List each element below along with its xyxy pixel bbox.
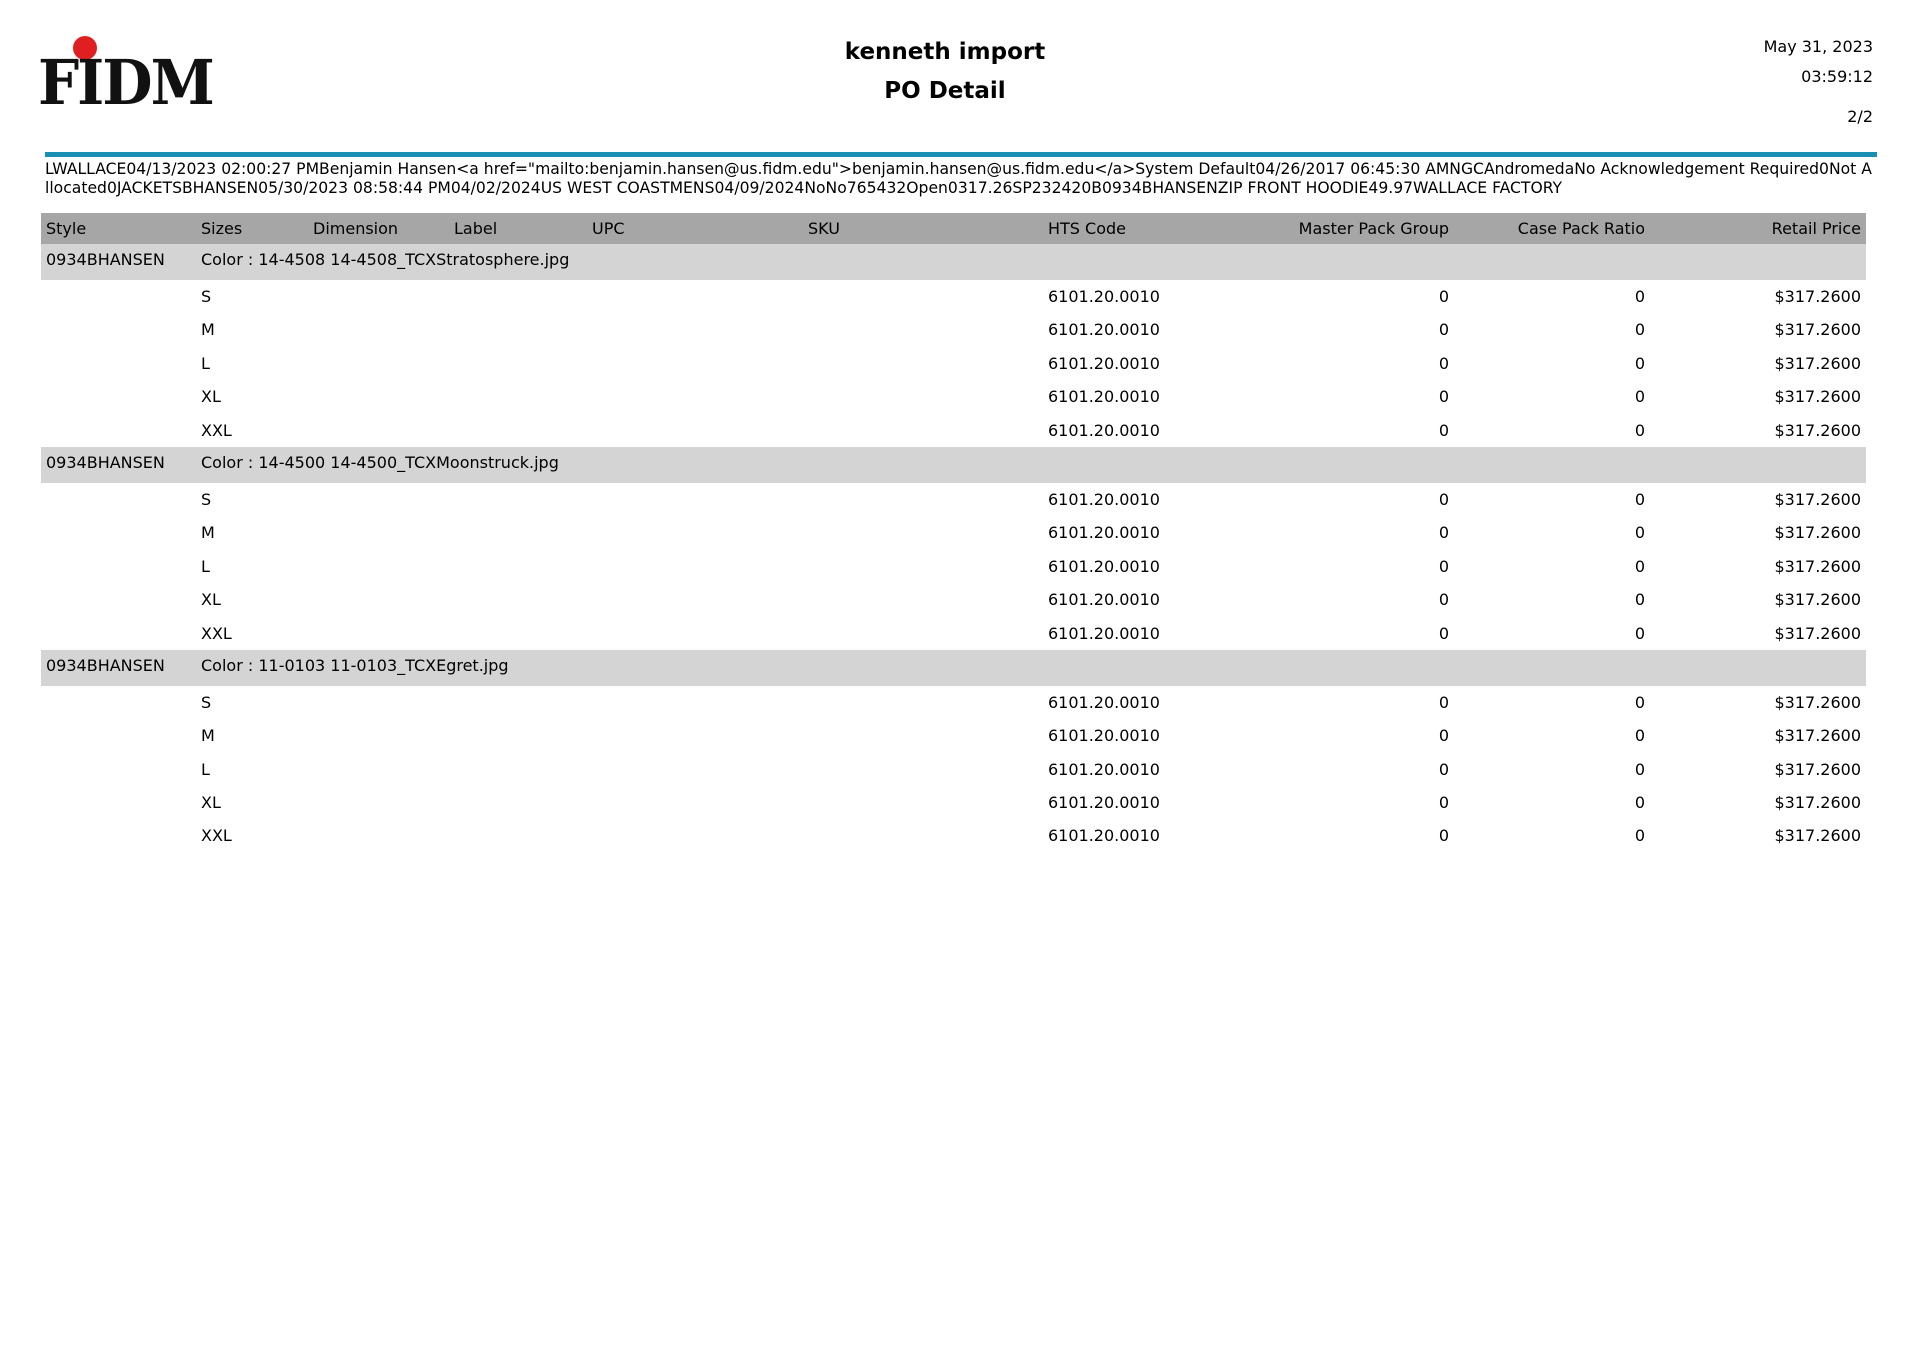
- row-size: XL: [201, 590, 221, 610]
- row-case-pack-ratio: 0: [1634, 320, 1645, 340]
- row-retail-price: $317.2600: [1774, 320, 1861, 340]
- row-size: M: [201, 523, 215, 543]
- row-master-pack-group: 0: [1438, 523, 1449, 543]
- table-row: [41, 347, 1866, 380]
- table-row: [41, 483, 1866, 516]
- row-case-pack-ratio: 0: [1634, 826, 1645, 846]
- row-hts-code: 6101.20.0010: [1048, 726, 1160, 746]
- table-row: [41, 550, 1866, 583]
- row-hts-code: 6101.20.0010: [1048, 523, 1160, 543]
- table-row: [41, 617, 1866, 650]
- column-header-sizes: Sizes: [201, 219, 243, 238]
- row-retail-price: $317.2600: [1774, 623, 1861, 643]
- row-hts-code: 6101.20.0010: [1048, 623, 1160, 643]
- table-row: [41, 280, 1866, 313]
- column-header-dimension: Dimension: [313, 219, 399, 238]
- row-hts-code: 6101.20.0010: [1048, 759, 1160, 779]
- header-divider: [45, 152, 1877, 157]
- row-size: L: [201, 353, 210, 373]
- row-case-pack-ratio: 0: [1634, 726, 1645, 746]
- row-case-pack-ratio: 0: [1634, 590, 1645, 610]
- row-case-pack-ratio: 0: [1634, 759, 1645, 779]
- row-retail-price: $317.2600: [1774, 556, 1861, 576]
- column-header-style: Style: [46, 219, 87, 238]
- row-size: XXL: [201, 826, 232, 846]
- row-hts-code: 6101.20.0010: [1048, 489, 1160, 509]
- row-retail-price: $317.2600: [1774, 590, 1861, 610]
- row-case-pack-ratio: 0: [1634, 387, 1645, 407]
- table-row: [41, 313, 1866, 346]
- column-header-label: Label: [454, 219, 498, 238]
- table-header-row: [41, 213, 1866, 244]
- column-header-hts-code: HTS Code: [1048, 219, 1127, 238]
- row-hts-code: 6101.20.0010: [1048, 420, 1160, 440]
- po-detail-table: [41, 213, 1866, 853]
- row-master-pack-group: 0: [1438, 793, 1449, 813]
- row-case-pack-ratio: 0: [1634, 523, 1645, 543]
- row-master-pack-group: 0: [1438, 826, 1449, 846]
- column-header-sku: SKU: [808, 219, 840, 238]
- table-row: [41, 583, 1866, 616]
- color-group-row: [41, 244, 1866, 280]
- report-time: 03:59:12: [1801, 67, 1873, 86]
- row-size: XL: [201, 793, 221, 813]
- row-retail-price: $317.2600: [1774, 759, 1861, 779]
- column-header-master-pack-group: Master Pack Group: [1298, 219, 1449, 238]
- row-case-pack-ratio: 0: [1634, 489, 1645, 509]
- logo-wordmark: FIDM: [38, 46, 213, 119]
- row-case-pack-ratio: 0: [1634, 556, 1645, 576]
- table-row: [41, 786, 1866, 819]
- row-size: XL: [201, 387, 221, 407]
- table-row: [41, 414, 1866, 447]
- row-retail-price: $317.2600: [1774, 420, 1861, 440]
- row-master-pack-group: 0: [1438, 623, 1449, 643]
- row-hts-code: 6101.20.0010: [1048, 793, 1160, 813]
- row-case-pack-ratio: 0: [1634, 420, 1645, 440]
- row-size: L: [201, 759, 210, 779]
- row-size: M: [201, 320, 215, 340]
- row-retail-price: $317.2600: [1774, 489, 1861, 509]
- row-master-pack-group: 0: [1438, 320, 1449, 340]
- row-master-pack-group: 0: [1438, 489, 1449, 509]
- row-hts-code: 6101.20.0010: [1048, 692, 1160, 712]
- color-group-row: [41, 650, 1866, 686]
- group-color: Color : 14-4500 14-4500_TCXMoonstruck.jpg: [201, 452, 559, 472]
- row-size: L: [201, 556, 210, 576]
- color-group-row: [41, 447, 1866, 483]
- row-retail-price: $317.2600: [1774, 692, 1861, 712]
- report-title: kenneth import: [844, 39, 1046, 65]
- row-size: XXL: [201, 623, 232, 643]
- column-header-upc: UPC: [592, 219, 625, 238]
- column-header-case-pack-ratio: Case Pack Ratio: [1517, 219, 1645, 238]
- row-retail-price: $317.2600: [1774, 387, 1861, 407]
- group-style: 0934BHANSEN: [46, 452, 165, 472]
- row-hts-code: 6101.20.0010: [1048, 556, 1160, 576]
- row-hts-code: 6101.20.0010: [1048, 353, 1160, 373]
- row-hts-code: 6101.20.0010: [1048, 826, 1160, 846]
- table-row: [41, 819, 1866, 852]
- report-subtitle: PO Detail: [884, 78, 1006, 104]
- row-master-pack-group: 0: [1438, 759, 1449, 779]
- table-row: [41, 516, 1866, 549]
- row-master-pack-group: 0: [1438, 726, 1449, 746]
- row-case-pack-ratio: 0: [1634, 692, 1645, 712]
- group-style: 0934BHANSEN: [46, 655, 165, 675]
- group-style: 0934BHANSEN: [46, 250, 165, 269]
- page-number: 2/2: [1847, 107, 1873, 126]
- row-retail-price: $317.2600: [1774, 523, 1861, 543]
- group-color: Color : 14-4508 14-4508_TCXStratosphere.jpg: [201, 250, 570, 269]
- row-retail-price: $317.2600: [1774, 353, 1861, 373]
- row-size: XXL: [201, 420, 232, 440]
- report-date: May 31, 2023: [1763, 37, 1873, 56]
- row-master-pack-group: 0: [1438, 590, 1449, 610]
- row-retail-price: $317.2600: [1774, 826, 1861, 846]
- table-row: [41, 719, 1866, 752]
- row-case-pack-ratio: 0: [1634, 623, 1645, 643]
- row-retail-price: $317.2600: [1774, 793, 1861, 813]
- row-hts-code: 6101.20.0010: [1048, 387, 1160, 407]
- row-retail-price: $317.2600: [1774, 726, 1861, 746]
- row-size: S: [201, 287, 212, 306]
- row-case-pack-ratio: 0: [1634, 353, 1645, 373]
- row-hts-code: 6101.20.0010: [1048, 320, 1160, 340]
- row-master-pack-group: 0: [1438, 387, 1449, 407]
- po-info-text: LWALLACE04/13/2023 02:00:27 PMBenjamin Hansen<a href="mailto:benjamin.hansen@us.fidm.edu">benjamin.hansen@us.fidm.edu</a>System Default04/26/2017 06:45:30 AMNGCAndromedaNo Acknowledgement Required0Not Allocated0JACKETSBHANSEN05/30/2023 08:58:44 PM04/02/2024US WEST COASTMENS04/09/2024NoNo765432Open0317.26SP232420B0934BHANSENZIP FRONT HOODIE49.97WALLACE FACTORY: [45, 160, 1872, 197]
- column-header-retail-price: Retail Price: [1771, 219, 1861, 238]
- group-color: Color : 11-0103 11-0103_TCXEgret.jpg: [201, 655, 509, 675]
- row-size: M: [201, 726, 215, 746]
- row-master-pack-group: 0: [1438, 420, 1449, 440]
- row-retail-price: $317.2600: [1774, 287, 1861, 306]
- row-master-pack-group: 0: [1438, 556, 1449, 576]
- table-row: [41, 686, 1866, 719]
- row-case-pack-ratio: 0: [1634, 793, 1645, 813]
- table-row: [41, 753, 1866, 786]
- row-master-pack-group: 0: [1438, 692, 1449, 712]
- table-row: [41, 380, 1866, 413]
- row-master-pack-group: 0: [1438, 353, 1449, 373]
- row-hts-code: 6101.20.0010: [1048, 590, 1160, 610]
- row-size: S: [201, 692, 212, 712]
- row-case-pack-ratio: 0: [1634, 287, 1645, 306]
- row-master-pack-group: 0: [1438, 287, 1449, 306]
- row-size: S: [201, 489, 212, 509]
- row-hts-code: 6101.20.0010: [1048, 287, 1160, 306]
